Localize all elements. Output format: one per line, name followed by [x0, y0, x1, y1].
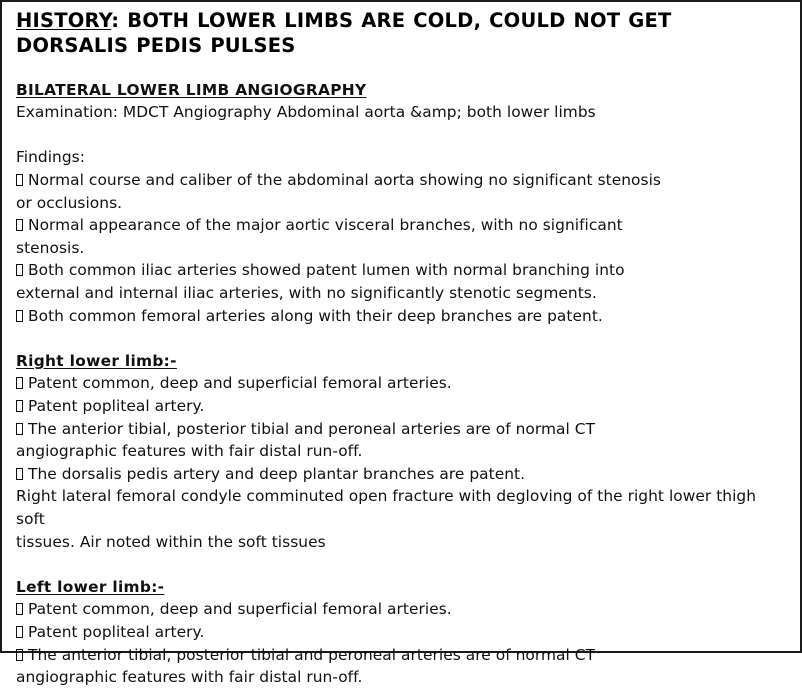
finding-text: Patent popliteal artery. [28, 397, 205, 415]
finding-item [16, 259, 786, 282]
study-title [16, 79, 786, 102]
finding-text: Both common femoral arteries along with their deep branches are patent. [28, 306, 603, 325]
missing-glyph-bullet-icon [16, 264, 23, 276]
finding-item [16, 395, 786, 418]
study-title-text: BILATERAL LOWER LIMB ANGIOGRAPHY [16, 80, 367, 99]
history-header [16, 8, 786, 59]
right-limb-list [16, 372, 786, 553]
spacer-1 [16, 124, 786, 147]
finding-text: The anterior tibial, posterior tibial and peroneal arteries are of normal CT [28, 419, 596, 438]
finding-item [16, 372, 786, 395]
finding-item [16, 214, 786, 237]
report-body [16, 79, 786, 689]
finding-text: Right lateral femoral condyle comminuted open fracture with degloving of the right lower thigh soft [16, 487, 762, 528]
finding-item [16, 169, 786, 192]
finding-text: angiographic features with fair distal run-off. [16, 668, 363, 687]
left-limb-list [16, 598, 786, 688]
missing-glyph-bullet-icon [16, 310, 23, 322]
finding-continuation [16, 666, 786, 689]
finding-item [16, 644, 786, 667]
finding-continuation [16, 237, 786, 260]
finding-continuation [16, 192, 786, 215]
finding-text: stenosis. [16, 238, 85, 257]
missing-glyph-bullet-icon [16, 377, 23, 389]
left-limb-heading [16, 576, 786, 599]
finding-continuation [16, 485, 786, 530]
history-text: BOTH LOWER LIMBS ARE COLD, COULD NOT GET DORSALIS PEDIS PULSES [16, 9, 672, 58]
examination-line: Examination: MDCT Angiography Abdominal aorta &amp; both lower limbs [16, 103, 596, 122]
finding-text: or occlusions. [16, 193, 123, 212]
finding-text: The dorsalis pedis artery and deep plantar branches are patent. [28, 464, 526, 483]
finding-item [16, 598, 786, 621]
right-limb-heading-text: Right lower limb:- [16, 351, 177, 370]
missing-glyph-bullet-icon [16, 626, 23, 638]
finding-text: external and internal iliac arteries, with no significantly stenotic segments. [16, 284, 597, 303]
findings-list [16, 169, 786, 327]
history-label: HISTORY [16, 9, 112, 32]
finding-continuation [16, 531, 786, 554]
finding-item [16, 305, 786, 328]
finding-item [16, 463, 786, 486]
missing-glyph-bullet-icon [16, 219, 23, 231]
finding-text: angiographic features with fair distal run-off. [16, 442, 363, 461]
finding-text: The anterior tibial, posterior tibial and peroneal arteries are of normal CT [28, 645, 596, 664]
missing-glyph-bullet-icon [16, 400, 23, 412]
left-limb-heading-text: Left lower limb:- [16, 577, 165, 596]
finding-text: Patent common, deep and superficial femoral arteries. [28, 374, 452, 393]
finding-continuation [16, 440, 786, 463]
history-separator: : [111, 9, 128, 32]
finding-text: Normal appearance of the major aortic visceral branches, with no significant [28, 216, 623, 235]
spacer-2 [16, 327, 786, 350]
finding-item [16, 418, 786, 441]
missing-glyph-bullet-icon [16, 423, 23, 435]
finding-text: Normal course and caliber of the abdominal aorta showing no significant stenosis [28, 171, 661, 190]
missing-glyph-bullet-icon [16, 174, 23, 186]
spacer-3 [16, 553, 786, 576]
finding-text: tissues. Air noted within the soft tissues [16, 532, 326, 551]
findings-label: Findings: [16, 148, 85, 167]
right-limb-heading [16, 350, 786, 373]
finding-text: Both common iliac arteries showed patent lumen with normal branching into [28, 261, 625, 280]
finding-text: Patent popliteal artery. [28, 622, 205, 641]
finding-item [16, 621, 786, 644]
report-sheet [2, 2, 800, 689]
missing-glyph-bullet-icon [16, 468, 23, 480]
missing-glyph-bullet-icon [16, 603, 23, 615]
missing-glyph-bullet-icon [16, 649, 23, 661]
finding-continuation [16, 282, 786, 305]
finding-text: Patent common, deep and superficial femoral arteries. [28, 600, 452, 619]
